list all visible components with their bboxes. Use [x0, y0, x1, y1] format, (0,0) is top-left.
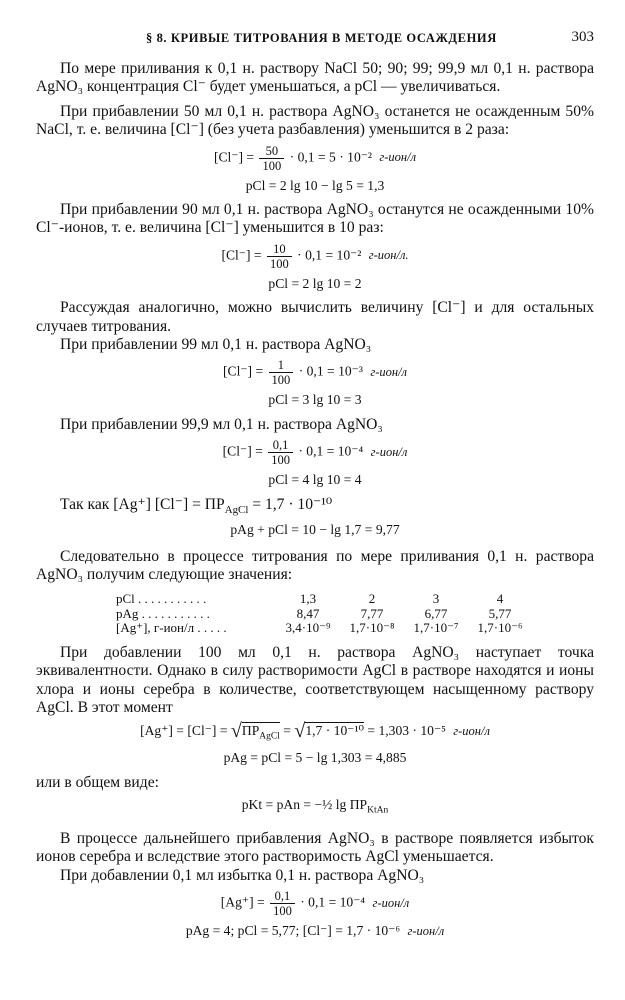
table-row: pAg . . . . . . . . . . . 8,47 7,77 6,77 5,77	[116, 605, 512, 621]
formula-2b: pCl = 2 lg 10 = 2	[268, 275, 362, 291]
fraction: $\frac{50}{100}$	[259, 144, 284, 173]
table-row: pCl . . . . . . . . . . . 1,3 2 3 4	[116, 591, 504, 607]
sqrt-sign: √	[294, 719, 306, 742]
sqrt-sign: √	[230, 719, 242, 742]
paragraph-1: По мере приливания к 0,1 н. раствору NaCl 50; 90; 99; 99,9 мл 0,1 н. раствора AgNO₃ концентрация Cl⁻ будет уменьшаться, а pCl — увеличиваться.	[36, 60, 594, 96]
formula-8b: pAg = 4; pCl = 5,77; [Cl⁻] = 1,7 · 10⁻⁶ г-ион/л	[185, 923, 445, 939]
paragraph-6: При прибавлении 99,9 мл 0,1 н. раствора AgNO₃	[60, 415, 383, 433]
formula-5: pAg + pCl = 10 − lg 1,7 = 9,77	[230, 522, 400, 538]
paragraph-7: Так как [Ag⁺] $[Cl^-] = ПР_{AgCl} = 1,7 \cdot 10^{-10}$	[60, 495, 333, 516]
table-row: [Ag⁺], г-ион/л . . . . . 3,4·10⁻⁹ 1,7·10⁻⁸ 1,7·10⁻⁷ 1,7·10⁻⁶	[116, 620, 523, 636]
formula-4: [Cl⁻] = $\frac{0,1}{100}$ · 0,1 = 10⁻⁴ г-ион/л	[222, 438, 408, 468]
paragraph-3: При прибавлении 90 мл 0,1 н. раствора AgNO₃ останутся не осажденными 10% Cl⁻-ионов, т. е. величина [Cl⁻] уменьшится в 10 раз:	[36, 201, 594, 237]
formula-6: $[Ag^+] = [Cl^-] = √ПР_{AgCl} = √1,7 \cdot 10^{-10} = 1,303 \cdot 10^{-5}$ г-ион/л	[140, 719, 490, 742]
paragraph-10: или в общем виде:	[36, 773, 159, 791]
fraction: $\frac{0,1}{100}$	[270, 889, 295, 918]
formula-3: [Cl⁻] = $\frac{1}{100}$ · 0,1 = 10⁻³ г-ион/л	[223, 358, 407, 388]
fraction: $\frac{1}{100}$	[269, 358, 294, 387]
page-number: 303	[571, 29, 594, 45]
formula-7: pKt = pAn = −½ $\lg ПР_{KtAn}$	[241, 797, 389, 816]
formula-1: [Cl⁻] = $\frac{50}{100}$ · 0,1 = 5 · 10⁻² г-ион/л	[213, 143, 417, 173]
paragraph-9: При добавлении 100 мл 0,1 н. раствора AgNO₃ наступает точка эквивалентности. Однако в силу растворимости AgCl в растворе находятся и ионы хлора и ионы серебра в количестве, соответствующем насыщенному раствору AgCl. В этот момент	[36, 643, 594, 717]
formula-3b: pCl = 3 lg 10 = 3	[268, 392, 362, 408]
formula-6b: pAg = pCl = 5 − lg 1,303 = 4,885	[223, 750, 407, 766]
paragraph-4: Рассуждая аналогично, можно вычислить величину [Cl⁻] и для остальных случаев титрования.	[36, 299, 594, 335]
values-table	[116, 592, 594, 636]
paragraph-12: При добавлении 0,1 мл избытка 0,1 н. раствора AgNO₃	[60, 866, 425, 884]
paragraph-5: При прибавлении 99 мл 0,1 н. раствора AgNO₃	[60, 336, 372, 354]
running-header	[36, 27, 594, 47]
paragraph-11: В процессе дальнейшего прибавления AgNO₃ в растворе появляется избыток ионов серебра и вследствие этого растворимость AgCl уменьшается.	[36, 829, 594, 866]
formula-8: [Ag⁺] = $\frac{0,1}{100}$ · 0,1 = 10⁻⁴ г-ион/л	[220, 889, 410, 919]
fraction: $\frac{10}{100}$	[267, 242, 292, 271]
section-title: § 8. КРИВЫЕ ТИТРОВАНИЯ В МЕТОДЕ ОСАЖДЕНИЯ	[146, 31, 497, 45]
formula-1b: pCl = 2 lg 10 − lg 5 = 1,3	[245, 177, 385, 193]
formula-4b: pCl = 4 lg 10 = 4	[268, 472, 362, 488]
paragraph-8: Следовательно в процессе титрования по мере приливания 0,1 н. раствора AgNO₃ получим следующие значения:	[36, 547, 594, 584]
paragraph-2: При прибавлении 50 мл 0,1 н. раствора AgNO₃ останется не осажденным 50% NaCl, т. е. величина [Cl⁻] (без учета разбавления) уменьшится в 2 раза:	[36, 102, 594, 139]
page-content	[36, 60, 594, 946]
formula-2: [Cl⁻] = $\frac{10}{100}$ · 0,1 = 10⁻² г-ион/л.	[221, 241, 409, 271]
fraction: $\frac{0,1}{100}$	[268, 438, 293, 467]
